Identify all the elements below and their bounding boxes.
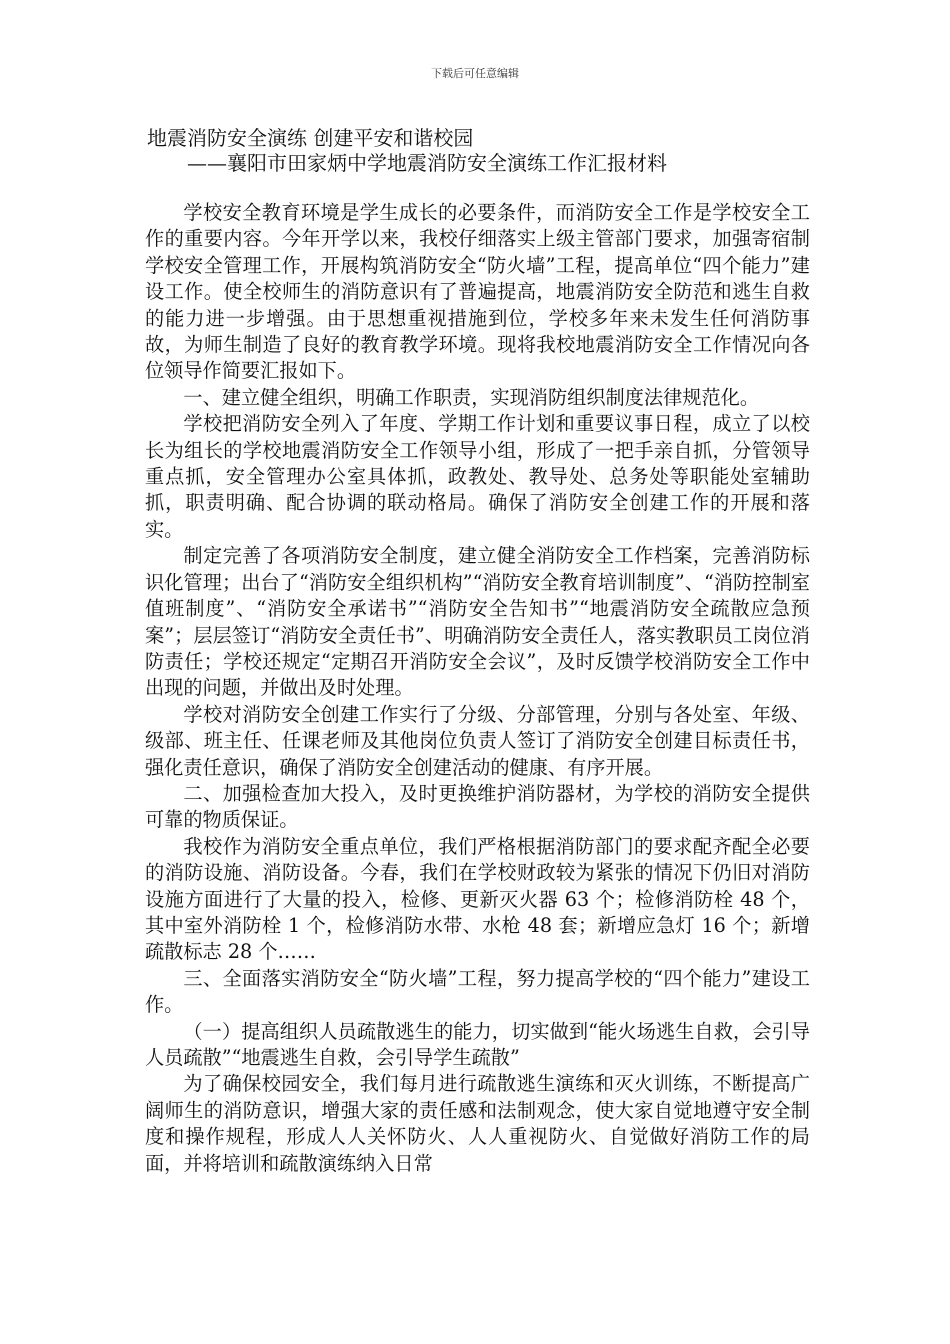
paragraph: 学校把消防安全列入了年度、学期工作计划和重要议事日程，成立了以校长为组长的学校地震消防安全工作领导小组，形成了一把手亲自抓，分管领导重点抓，安全管理办公室具体抓，政教处、教导处、总务处等职能处室辅助抓，职责明确、配合协调的联动格局。确保了消防安全创建工作的开展和落实。 — [145, 412, 810, 541]
paragraph: 为了确保校园安全，我们每月进行疏散逃生演练和灭火训练，不断提高广阔师生的消防意识，增强大家的责任感和法制观念，使大家自觉地遵守安全制度和操作规程，形成人人关怀防火、人人重视防火、自觉做好消防工作的局面，并将培训和疏散演练纳入日常 — [145, 1072, 810, 1175]
document-title: 地震消防安全演练 创建平安和谐校园 — [147, 126, 474, 150]
subsection-heading-1: （一）提高组织人员疏散逃生的能力，切实做到“能火场逃生自救，会引导人员疏散”“地震逃生自救，会引导学生疏散” — [145, 1019, 810, 1069]
document-subtitle: ——襄阳市田家炳中学地震消防安全演练工作汇报材料 — [187, 151, 667, 175]
paragraph-intro: 学校安全教育环境是学生成长的必要条件，而消防安全工作是学校安全工作的重要内容。今年开学以来，我校仔细落实上级主管部门要求，加强寄宿制学校安全管理工作，开展构筑消防安全“防火墙”工程，提高单位“四个能力”建设工作。使全校师生的消防意识有了普遍提高，地震消防安全防范和逃生自救的能力进一步增强。由于思想重视措施到位，学校多年来未发生任何消防事故，为师生制造了良好的教育教学环境。现将我校地震消防安全工作情况向各位领导作简要汇报如下。 — [145, 201, 810, 383]
section-heading-1: 一、建立健全组织，明确工作职责，实现消防组织制度法律规范化。 — [183, 385, 760, 409]
paragraph: 学校对消防安全创建工作实行了分级、分部管理，分别与各处室、年级、级部、班主任、任课老师及其他岗位负责人签订了消防安全创建目标责任书，强化责任意识，确保了消防安全创建活动的健康、有序开展。 — [145, 702, 810, 779]
section-heading-3: 三、全面落实消防安全“防火墙”工程，努力提高学校的“四个能力”建设工作。 — [145, 966, 810, 1017]
paragraph: 制定完善了各项消防安全制度，建立健全消防安全工作档案，完善消防标识化管理；出台了“消防安全组织机构”“消防安全教育培训制度”、“消防控制室值班制度”、“消防安全承诺书”“消防安全告知书”“地震消防安全疏散应急预案”；层层签订“消防安全责任书”、明确消防安全责任人，落实教职员工岗位消防责任；学校还规定“定期召开消防安全会议”，及时反馈学校消防安全工作中出现的问题，并做出及时处理。 — [145, 544, 810, 700]
section-heading-2: 二、加强检查加大投入，及时更换维护消防器材，为学校的消防安全提供可靠的物质保证。 — [145, 781, 810, 832]
document-body — [145, 200, 810, 1177]
paragraph: 我校作为消防安全重点单位，我们严格根据消防部门的要求配齐配全必要的消防设施、消防设备。今春，我们在学校财政较为紧张的情况下仍旧对消防设施方面进行了大量的投入，检修、更新灭火器 63 个；检修消防栓 48 个，其中室外消防栓 1 个，检修消防水带、水枪 48 套；新增应急灯 16 个；新增疏散标志 28 个…… — [145, 834, 810, 964]
header-note: 下载后可任意编辑 — [431, 67, 519, 80]
